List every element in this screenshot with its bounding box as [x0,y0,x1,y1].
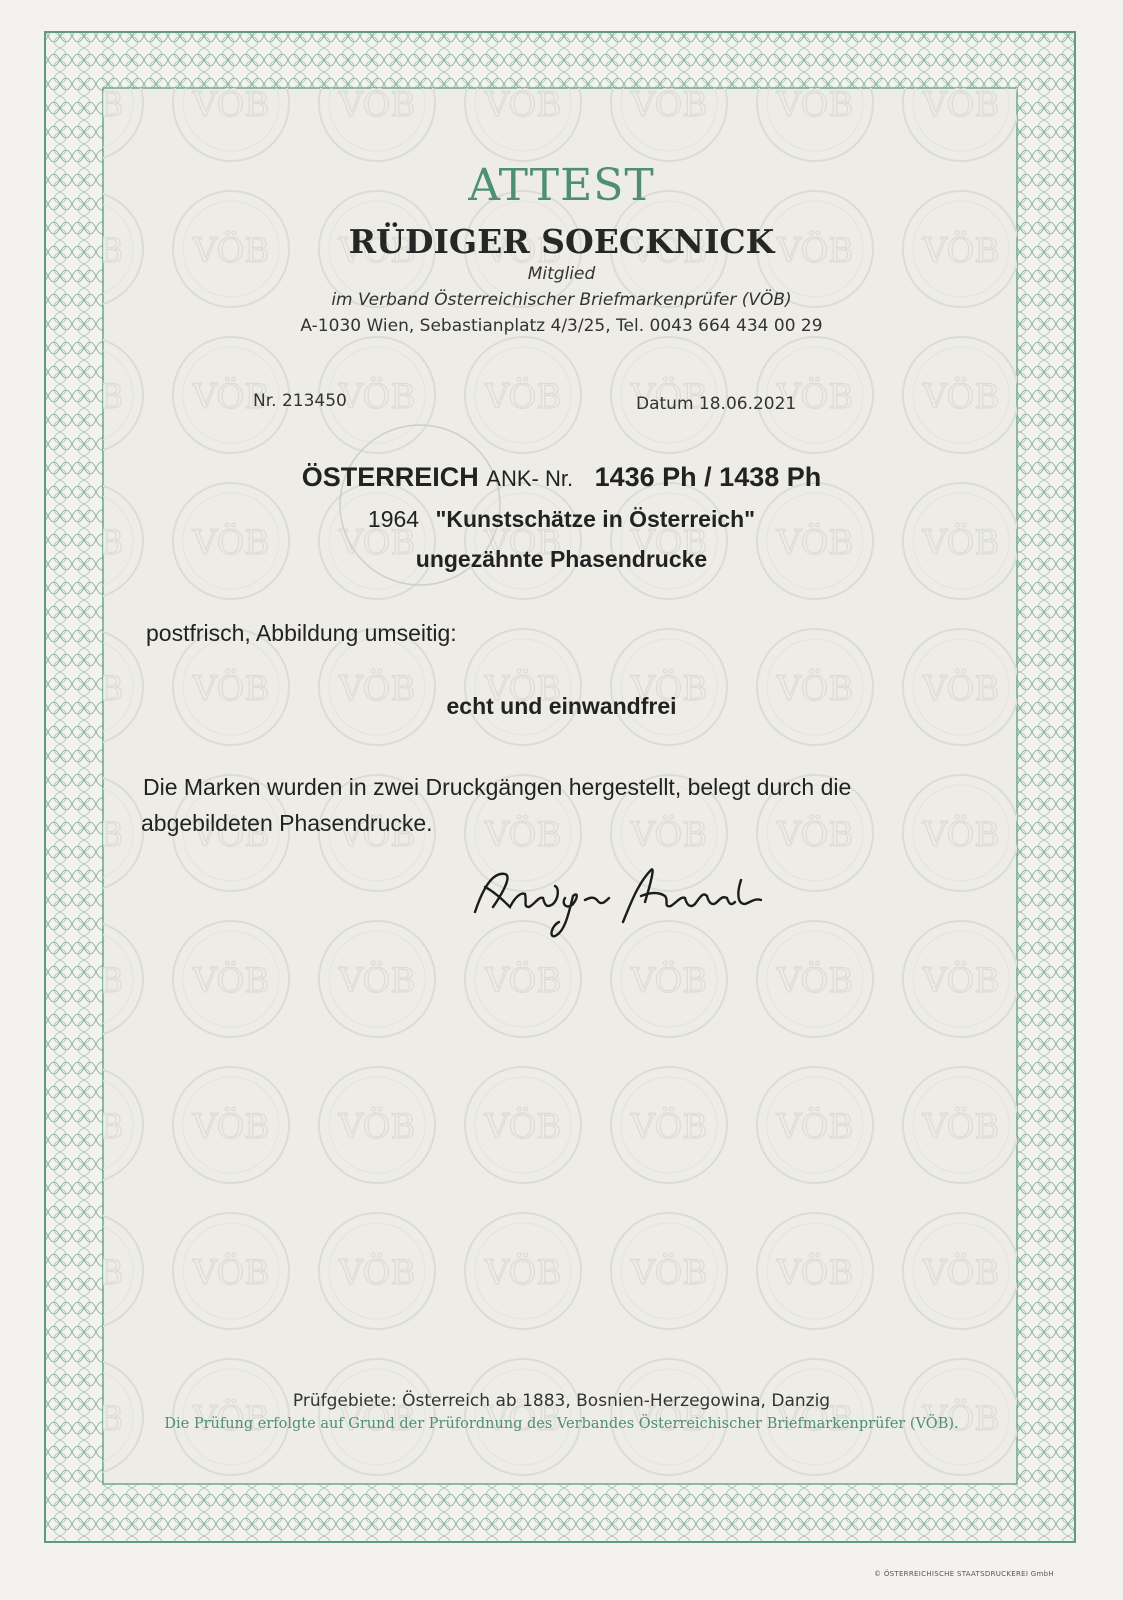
examination-scope: Prüfgebiete: Österreich ab 1883, Bosnien-Herzegowina, Danzig [292,1391,831,1411]
verdict-text: echt und einwandfrei [446,693,677,719]
remark-line: Die Marken wurden in zwei Druckgängen hergestellt, belegt durch die [143,774,852,800]
association-line: im Verband Österreichischer Briefmarkenprüfer (VÖB) [331,290,792,310]
catalog-numbers: 1436 Ph / 1438 Ph [594,462,822,492]
catalog-label: ANK- Nr. [486,466,574,491]
certificate-number: Nr. 213450 [253,391,347,411]
signature-text: Rüdiger Soecknick [455,852,465,853]
issue-line [0,506,1123,533]
examiner-name: RÜDIGER SOECKNICK [348,222,775,261]
certificate-date: Datum 18.06.2021 [636,394,797,414]
stamp-identification [0,462,1123,493]
country-name: ÖSTERREICH [301,462,479,492]
handwritten-signature [455,852,785,942]
issue-title: "Kunstschätze in Österreich" [435,506,756,532]
printer-imprint: © ÖSTERREICHISCHE STAATSDRUCKEREI GmbH [874,1570,1054,1578]
membership-label: Mitglied [527,264,596,284]
remark-line: abgebildeten Phasendrucke. [141,810,433,836]
address-line: A-1030 Wien, Sebastianplatz 4/3/25, Tel. 0043 664 434 00 29 [300,316,823,336]
document-title: ATTEST [468,160,655,211]
condition-text: postfrisch, Abbildung umseitig: [146,620,457,646]
stamp-variety: ungezähnte Phasendrucke [415,546,708,572]
issue-year: 1964 [367,506,420,532]
examination-note: Die Prüfung erfolgte auf Grund der Prüfordnung des Verbandes Österreichischer Briefmarkenprüfer (VÖB). [164,1416,959,1432]
